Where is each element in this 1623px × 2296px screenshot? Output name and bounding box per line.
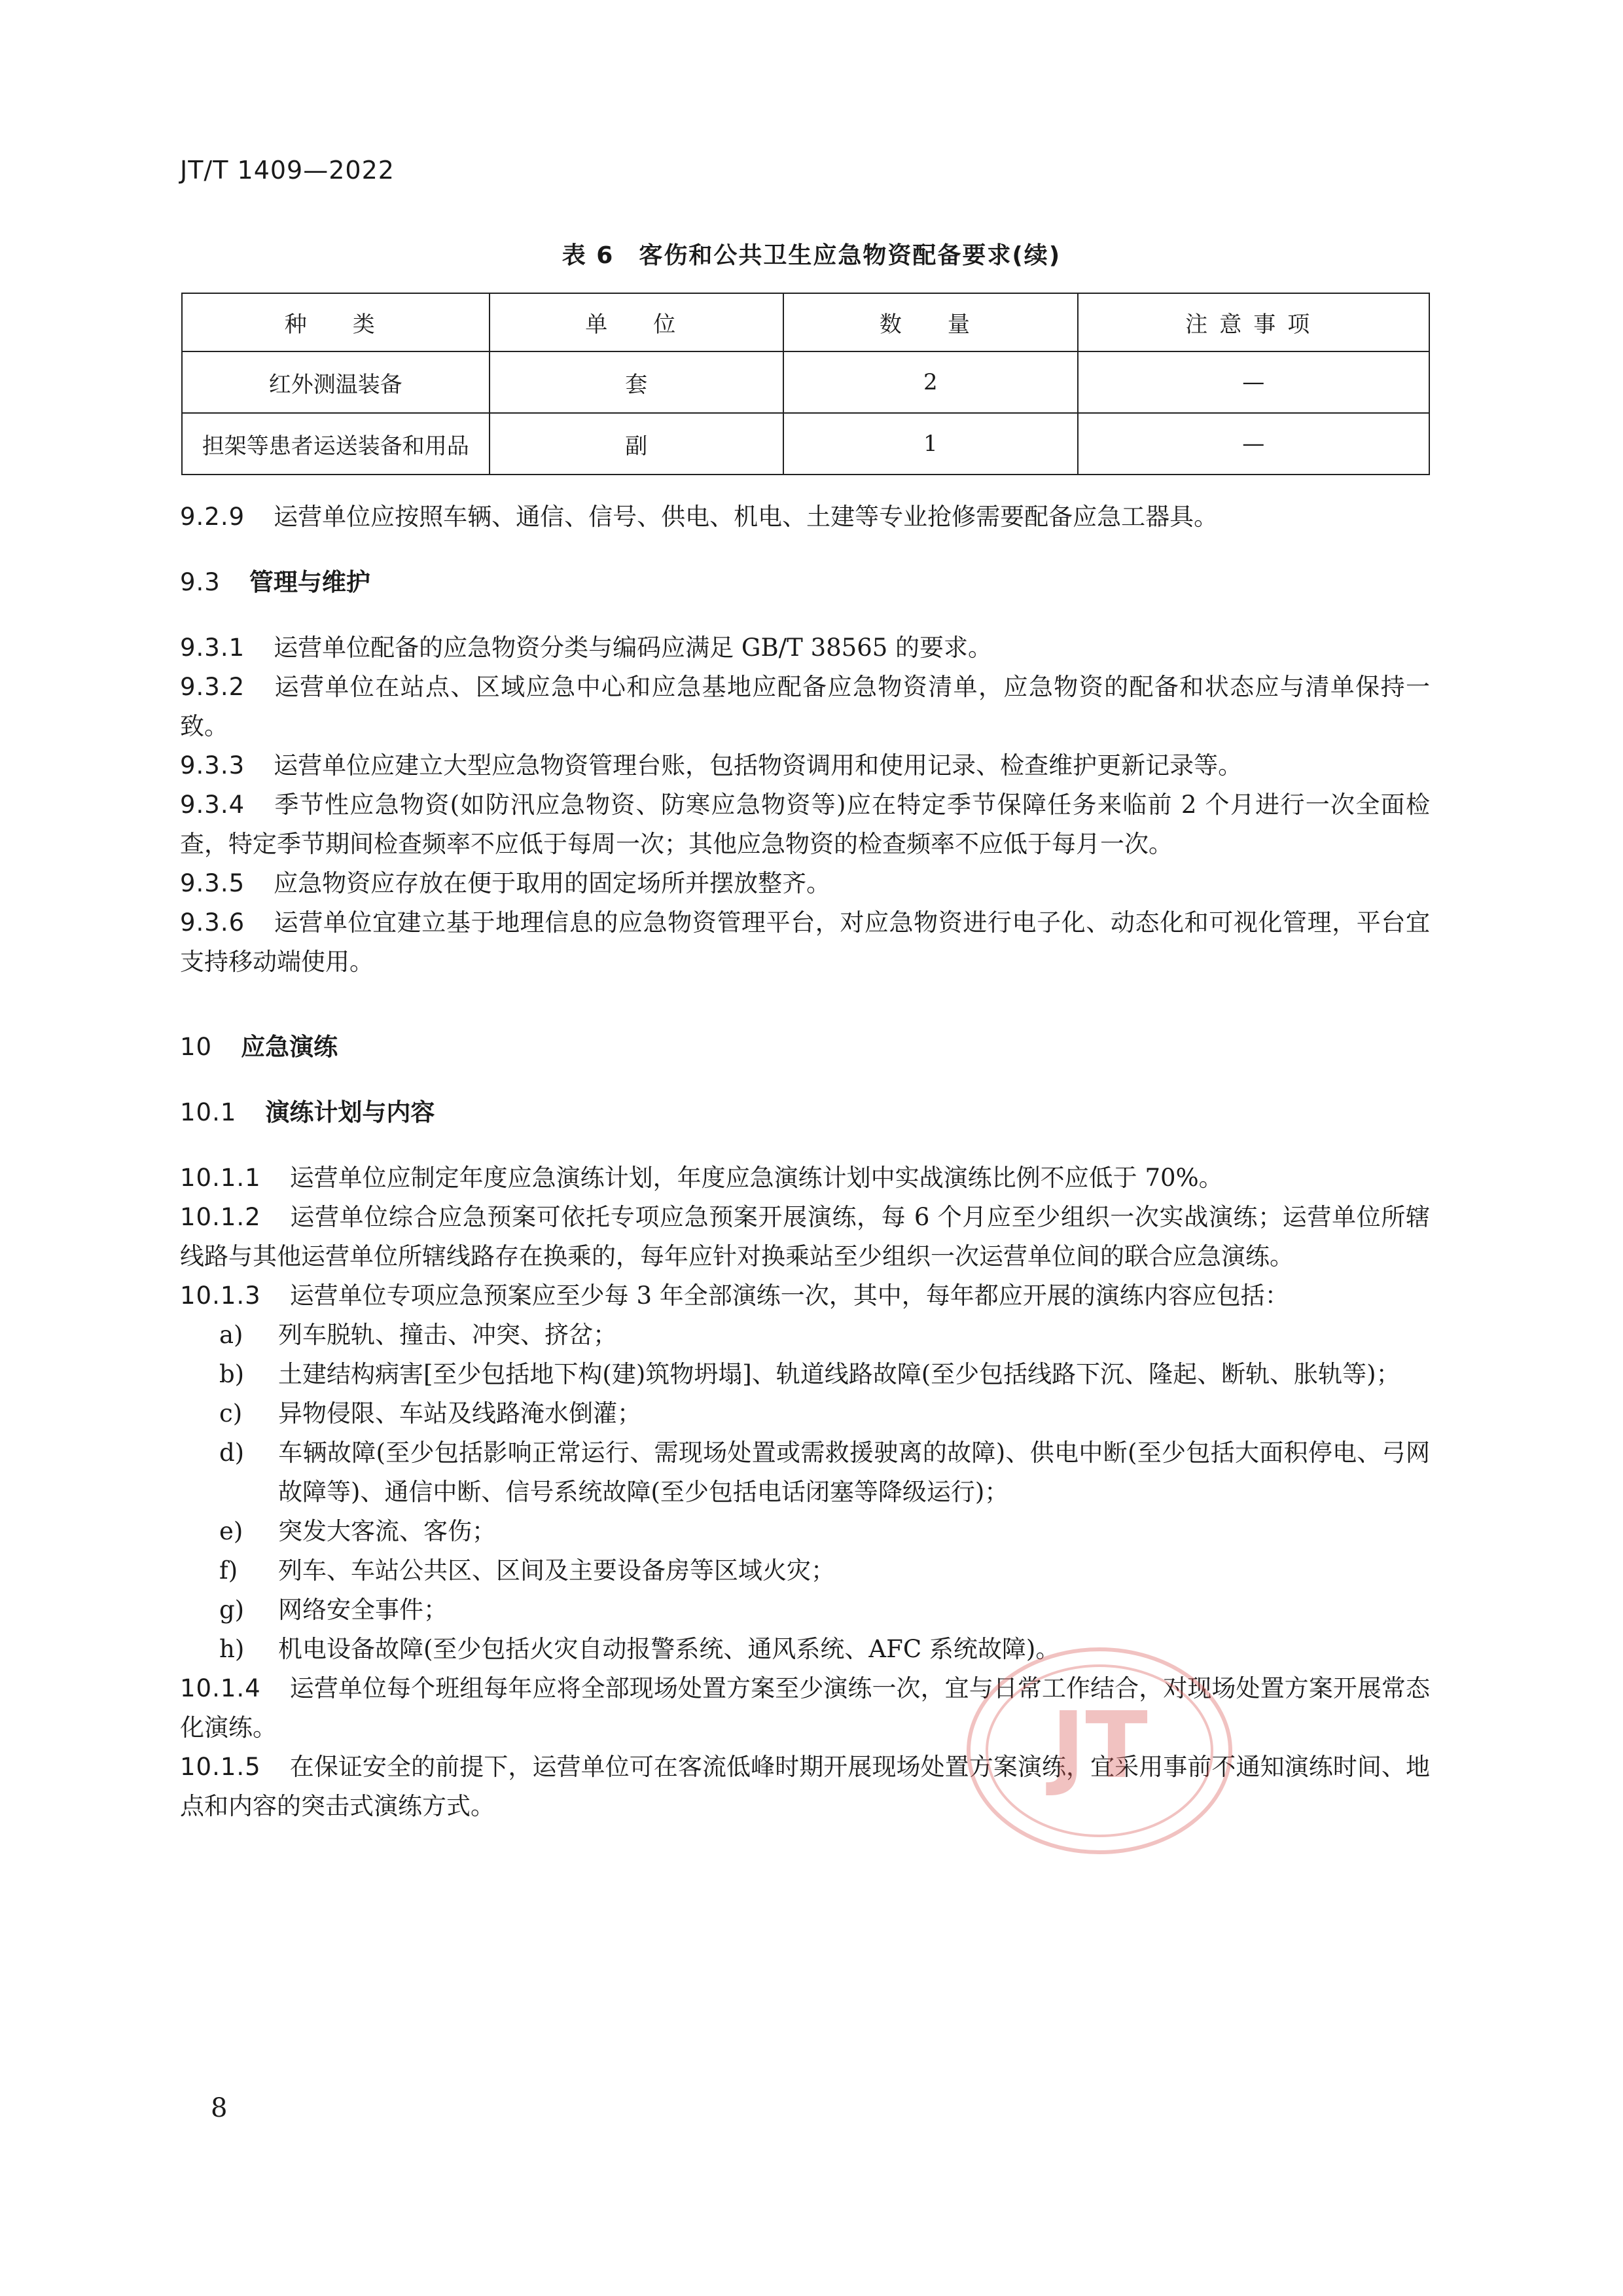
list-item: e) 突发大客流、客伤； bbox=[219, 1517, 496, 1545]
column-header: 单 位 bbox=[490, 293, 784, 351]
table-cell: 1 bbox=[783, 413, 1078, 475]
jt-seal-watermark-icon bbox=[962, 1643, 1237, 1859]
list-item: a) 列车脱轨、撞击、冲突、挤岔； bbox=[219, 1321, 617, 1349]
column-header: 注意事项 bbox=[1078, 293, 1429, 351]
list-item: h) 机电设备故障(至少包括火灾自动报警系统、通风系统、AFC 系统故障)。 bbox=[219, 1635, 1060, 1663]
svg-text:JT: JT bbox=[1051, 1693, 1148, 1799]
list-item: b) 土建结构病害[至少包括地下构(建)筑物坍塌]、轨道线路故障(至少包括线路下沉、隆起、断轨、胀轨等)； bbox=[219, 1360, 1400, 1388]
section-heading-9-3: 9.3 管理与维护 bbox=[180, 568, 370, 596]
clause-9-3-1: 9.3.1 运营单位配备的应急物资分类与编码应满足 GB/T 38565 的要求。 bbox=[180, 634, 993, 662]
table-cell: — bbox=[1078, 351, 1429, 413]
clause-10-1-1: 10.1.1 运营单位应制定年度应急演练计划，年度应急演练计划中实战演练比例不应低于 70%。 bbox=[180, 1164, 1223, 1192]
document-body bbox=[180, 497, 1430, 1826]
list-item: g) 网络安全事件； bbox=[219, 1596, 448, 1624]
supplies-table bbox=[181, 293, 1430, 475]
clause-9-3-5: 9.3.5 应急物资应存放在便于取用的固定场所并摆放整齐。 bbox=[180, 869, 831, 897]
clause-10-1-4: 10.1.4 运营单位每个班组每年应将全部现场处置方案至少演练一次，宜与日常工作结合，对现场处置方案开展常态化演练。 bbox=[180, 1674, 1430, 1742]
table-title: 表 6 客伤和公共卫生应急物资配备要求(续) bbox=[562, 242, 1061, 269]
clause-9-3-3: 9.3.3 运营单位应建立大型应急物资管理台账，包括物资调用和使用记录、检查维护更新记录等。 bbox=[180, 751, 1243, 780]
table-cell: 套 bbox=[490, 351, 784, 413]
document-code: JT/T 1409—2022 bbox=[180, 156, 395, 185]
column-header: 种 类 bbox=[182, 293, 490, 351]
column-header: 数 量 bbox=[783, 293, 1078, 351]
table-cell: — bbox=[1078, 413, 1429, 475]
table-cell: 担架等患者运送装备和用品 bbox=[182, 413, 490, 475]
clause-10-1-5: 10.1.5 在保证安全的前提下，运营单位可在客流低峰时期开展现场处置方案演练，宜采用事前不通知演练时间、地点和内容的突击式演练方式。 bbox=[180, 1753, 1430, 1820]
table-cell: 红外测温装备 bbox=[182, 351, 490, 413]
section-heading-10-1: 10.1 演练计划与内容 bbox=[180, 1098, 435, 1126]
list-item: c) 异物侵限、车站及线路淹水倒灌； bbox=[219, 1399, 641, 1427]
clause-10-1-3: 10.1.3 运营单位专项应急预案应至少每 3 年全部演练一次，其中，每年都应开展的演练内容应包括： bbox=[180, 1282, 1289, 1310]
list-item: d) 车辆故障(至少包括影响正常运行、需现场处置或需救援驶离的故障)、供电中断(至少包括大面积停电、弓网故障等)、通信中断、信号系统故障(至少包括电话闭塞等降级运行)； bbox=[219, 1439, 1430, 1506]
clause-10-1-2: 10.1.2 运营单位综合应急预案可依托专项应急预案开展演练，每 6 个月应至少组织一次实战演练；运营单位所辖线路与其他运营单位所辖线路存在换乘的，每年应针对换乘站至少组织一次运营单位间的联合应急演练。 bbox=[180, 1203, 1430, 1270]
list-item: f) 列车、车站公共区、区间及主要设备房等区域火灾； bbox=[219, 1556, 835, 1585]
table-row bbox=[182, 413, 1429, 475]
clause-9-2-9: 9.2.9 运营单位应按照车辆、通信、信号、供电、机电、土建等专业抢修需要配备应急工器具。 bbox=[180, 503, 1219, 531]
table-cell: 2 bbox=[783, 351, 1078, 413]
table-header-row bbox=[182, 293, 1429, 351]
clause-9-3-2: 9.3.2 运营单位在站点、区域应急中心和应急基地应配备应急物资清单，应急物资的配备和状态应与清单保持一致。 bbox=[180, 673, 1430, 740]
section-heading-10: 10 应急演练 bbox=[180, 1033, 338, 1061]
clause-9-3-6: 9.3.6 运营单位宜建立基于地理信息的应急物资管理平台，对应急物资进行电子化、动态化和可视化管理，平台宜支持移动端使用。 bbox=[180, 908, 1430, 976]
clause-9-3-4: 9.3.4 季节性应急物资(如防汛应急物资、防寒应急物资等)应在特定季节保障任务来临前 2 个月进行一次全面检查，特定季节期间检查频率不应低于每周一次；其他应急物资的检查频率不应低于每月一次。 bbox=[180, 791, 1430, 858]
table-cell: 副 bbox=[490, 413, 784, 475]
page-number: 8 bbox=[211, 2093, 228, 2123]
table-row bbox=[182, 351, 1429, 413]
